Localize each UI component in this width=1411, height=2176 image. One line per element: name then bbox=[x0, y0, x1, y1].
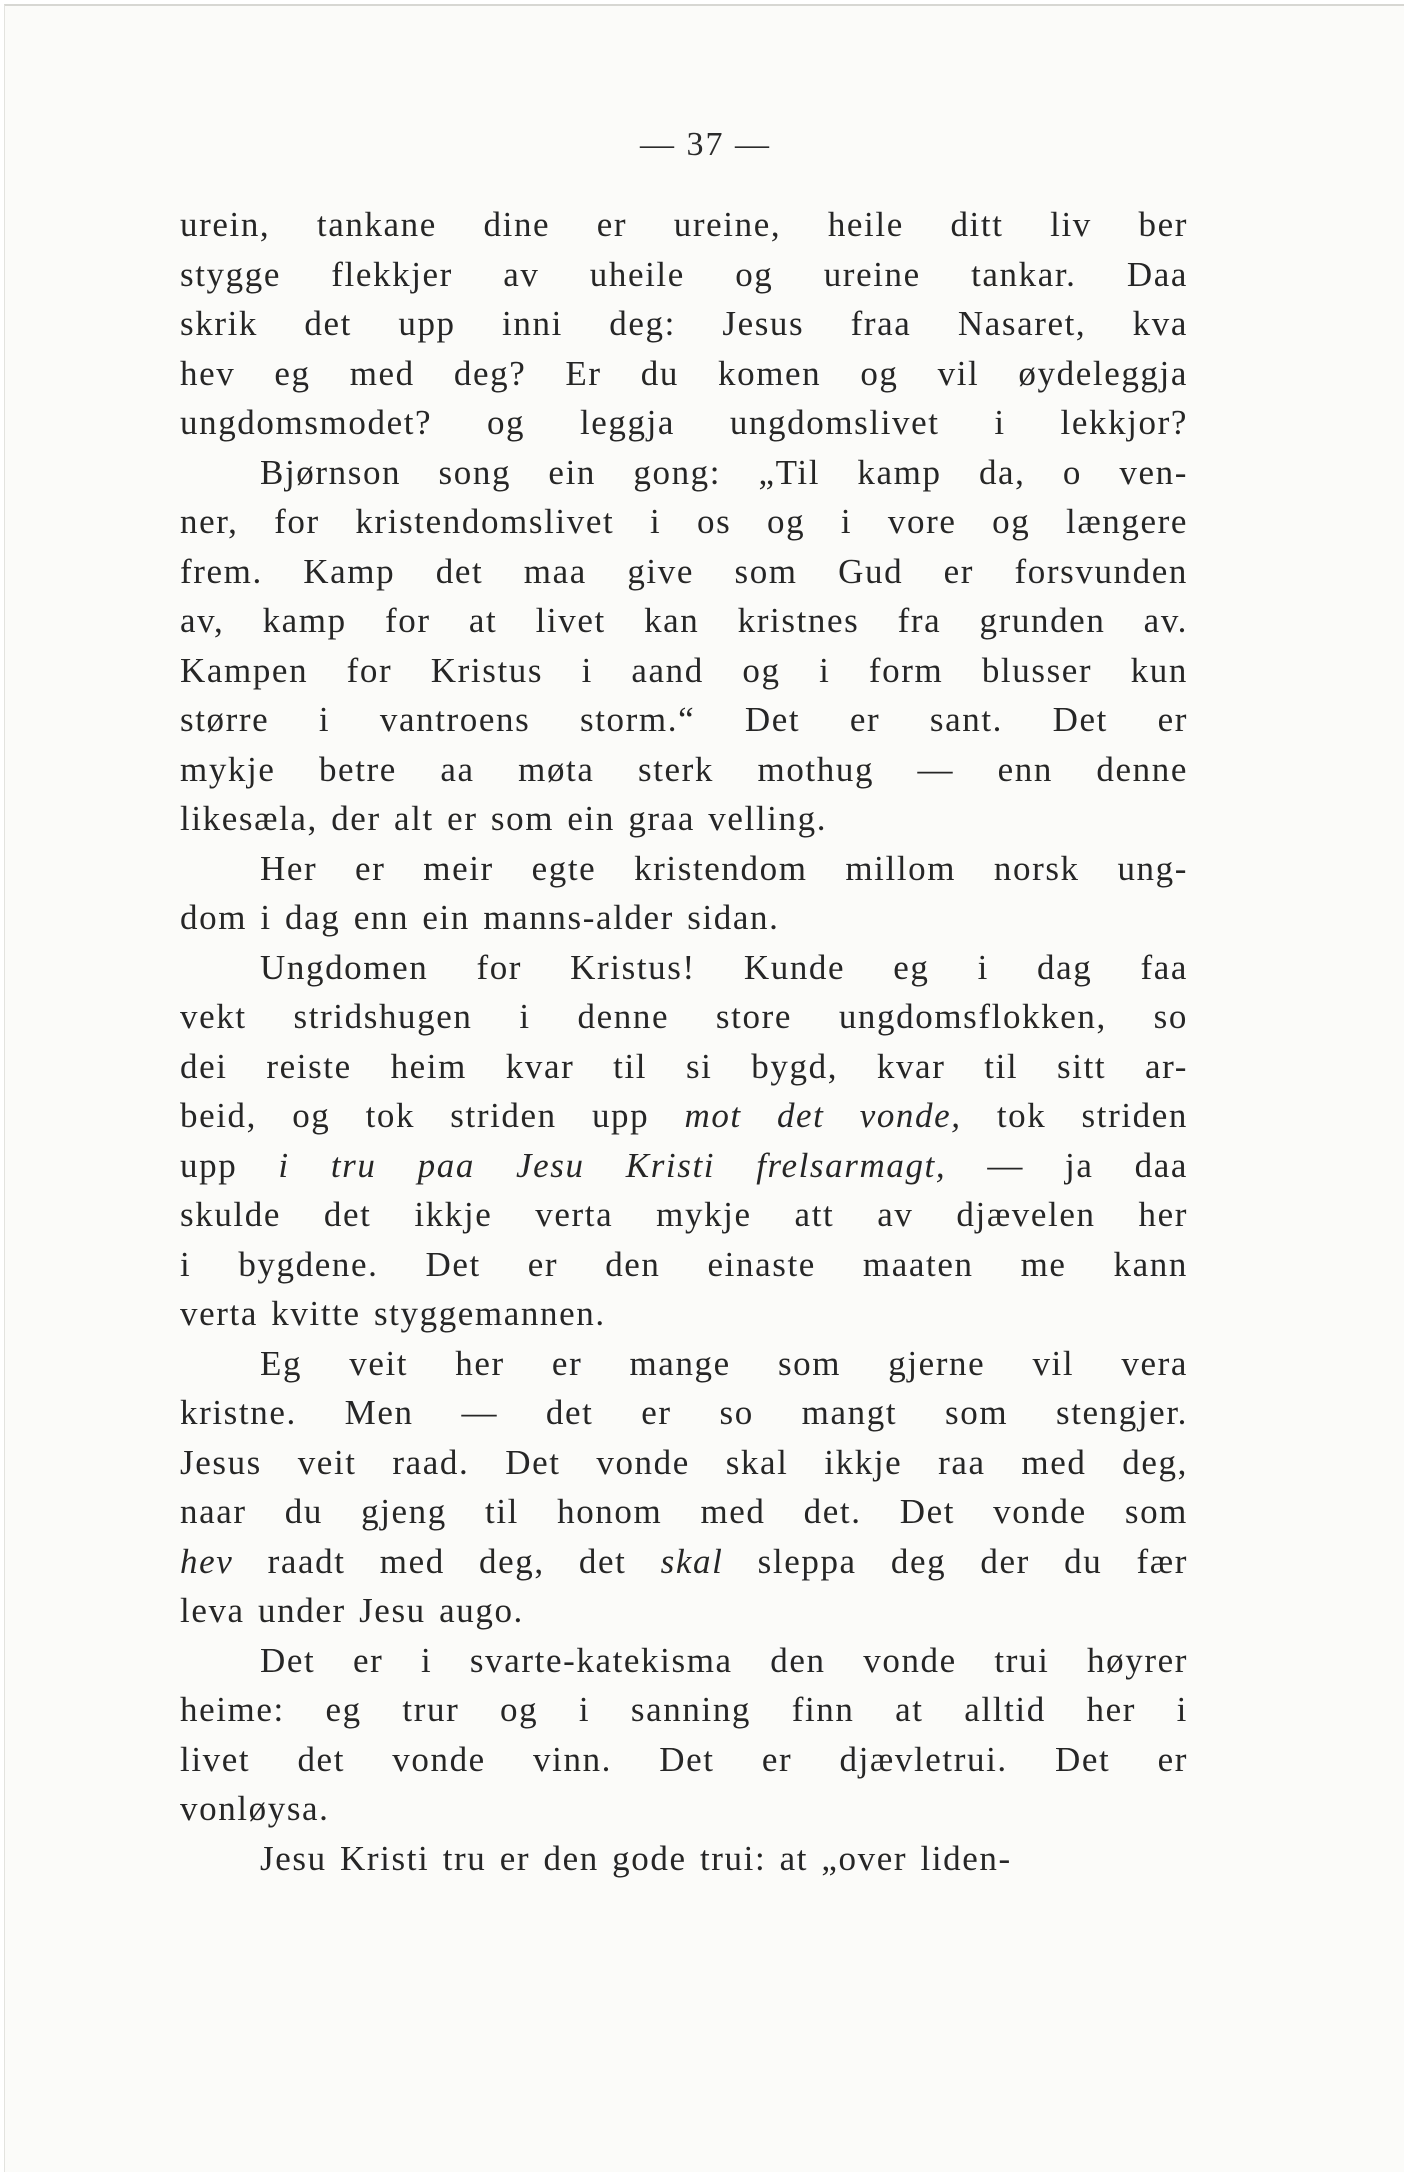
text-segment: i bygdene. Det er den einaste maaten me kann bbox=[180, 1244, 1188, 1284]
text-line bbox=[180, 497, 1188, 547]
italic-text: i tru paa Jesu Kristi frelsarmagt, bbox=[278, 1145, 947, 1185]
text-segment: vekt stridshugen i denne store ungdomsflokken, so bbox=[180, 997, 1188, 1036]
text-segment: likesæla, der alt er som ein graa velling. bbox=[180, 799, 828, 838]
text-segment: kristne. Men — det er so mangt som stengjer. bbox=[180, 1393, 1188, 1432]
text-line bbox=[180, 200, 1188, 250]
page-number: — 37 — bbox=[640, 126, 771, 163]
text-line bbox=[180, 547, 1188, 597]
text-segment: dei reiste heim kvar til si bygd, kvar til sitt ar- bbox=[180, 1046, 1188, 1086]
text-segment: skrik det upp inni deg: Jesus fraa Nasaret, kva bbox=[180, 304, 1188, 343]
text-line bbox=[180, 349, 1188, 399]
italic-text: mot det vonde, bbox=[684, 1096, 962, 1135]
text-segment: Jesus veit raad. Det vonde skal ikkje raa med deg, bbox=[180, 1442, 1188, 1482]
text-segment: heime: eg trur og i sanning finn at alltid her i bbox=[180, 1690, 1188, 1729]
text-segment: hev eg med deg? Er du komen og vil øydeleggja bbox=[180, 353, 1188, 393]
text-segment: dom i dag enn ein manns-alder sidan. bbox=[180, 898, 780, 937]
text-line bbox=[180, 1042, 1188, 1092]
text-line bbox=[180, 893, 1188, 943]
text-line bbox=[180, 1735, 1188, 1785]
text-line bbox=[180, 943, 1188, 993]
text-line bbox=[180, 1339, 1188, 1389]
text-segment: beid, og tok striden upp bbox=[180, 1096, 685, 1135]
text-segment: skulde det ikkje verta mykje att av djævelen her bbox=[180, 1195, 1188, 1234]
text-line bbox=[180, 1091, 1188, 1141]
text-segment: ner, for kristendomslivet i os og i vore og længere bbox=[180, 502, 1188, 541]
text-segment: naar du gjeng til honom med det. Det vonde som bbox=[180, 1492, 1188, 1531]
text-line bbox=[180, 596, 1188, 646]
text-segment: leva under Jesu augo. bbox=[180, 1591, 524, 1630]
text-segment: av, kamp for at livet kan kristnes fra grunden av. bbox=[180, 601, 1188, 640]
text-segment: Eg veit her er mange som gjerne vil vera bbox=[260, 1343, 1188, 1383]
text-line bbox=[180, 448, 1188, 498]
text-segment: Bjørnson song ein gong: „Til kamp da, o ven- bbox=[260, 452, 1188, 492]
text-line bbox=[180, 1834, 1188, 1884]
text-line bbox=[180, 844, 1188, 894]
text-segment: ungdomsmodet? og leggja ungdomslivet i lekkjor? bbox=[180, 403, 1188, 442]
text-line bbox=[180, 695, 1188, 745]
italic-text: hev bbox=[180, 1541, 234, 1581]
text-segment: verta kvitte styggemannen. bbox=[180, 1294, 606, 1333]
text-line bbox=[180, 992, 1188, 1042]
text-line bbox=[180, 1487, 1188, 1537]
text-segment: sleppa deg der du fær bbox=[723, 1541, 1188, 1581]
text-segment: mykje betre aa møta sterk mothug — enn denne bbox=[180, 749, 1188, 789]
text-segment: Jesu Kristi tru er den gode trui: at „over liden- bbox=[260, 1838, 1012, 1878]
text-segment: urein, tankane dine er ureine, heile ditt liv ber bbox=[180, 205, 1188, 244]
text-line bbox=[180, 1784, 1188, 1834]
text-segment: større i vantroens storm.“ Det er sant. Det er bbox=[180, 700, 1188, 739]
text-segment: raadt med deg, det bbox=[233, 1541, 661, 1581]
text-segment: — ja daa bbox=[946, 1145, 1188, 1185]
text-segment: Ungdomen for Kristus! Kunde eg i dag faa bbox=[260, 947, 1188, 987]
text-segment: vonløysa. bbox=[180, 1789, 330, 1828]
text-line bbox=[180, 794, 1188, 844]
text-line bbox=[180, 1240, 1188, 1290]
text-segment: tok striden bbox=[961, 1096, 1188, 1135]
text-line bbox=[180, 1537, 1188, 1587]
text-line bbox=[180, 250, 1188, 300]
text-segment: frem. Kamp det maa give som Gud er forsvunden bbox=[180, 551, 1188, 591]
text-line bbox=[180, 299, 1188, 349]
text-line bbox=[180, 1388, 1188, 1438]
text-segment: Det er i svarte-katekisma den vonde trui høyrer bbox=[260, 1640, 1188, 1680]
text-line bbox=[180, 1636, 1188, 1686]
text-segment: upp bbox=[180, 1145, 279, 1185]
text-line bbox=[180, 646, 1188, 696]
text-line bbox=[180, 745, 1188, 795]
text-line bbox=[180, 398, 1188, 448]
italic-text: skal bbox=[660, 1541, 724, 1581]
text-line bbox=[180, 1685, 1188, 1735]
text-segment: stygge flekkjer av uheile og ureine tankar. Daa bbox=[180, 254, 1188, 294]
text-line bbox=[180, 1190, 1188, 1240]
text-line bbox=[180, 1289, 1188, 1339]
body-text bbox=[180, 200, 1188, 1883]
text-segment: Kampen for Kristus i aand og i form blusser kun bbox=[180, 650, 1188, 690]
text-line bbox=[180, 1438, 1188, 1488]
text-line bbox=[180, 1586, 1188, 1636]
text-segment: Her er meir egte kristendom millom norsk ung- bbox=[260, 848, 1188, 888]
text-line bbox=[180, 1141, 1188, 1191]
text-segment: livet det vonde vinn. Det er djævletrui. Det er bbox=[180, 1739, 1188, 1779]
